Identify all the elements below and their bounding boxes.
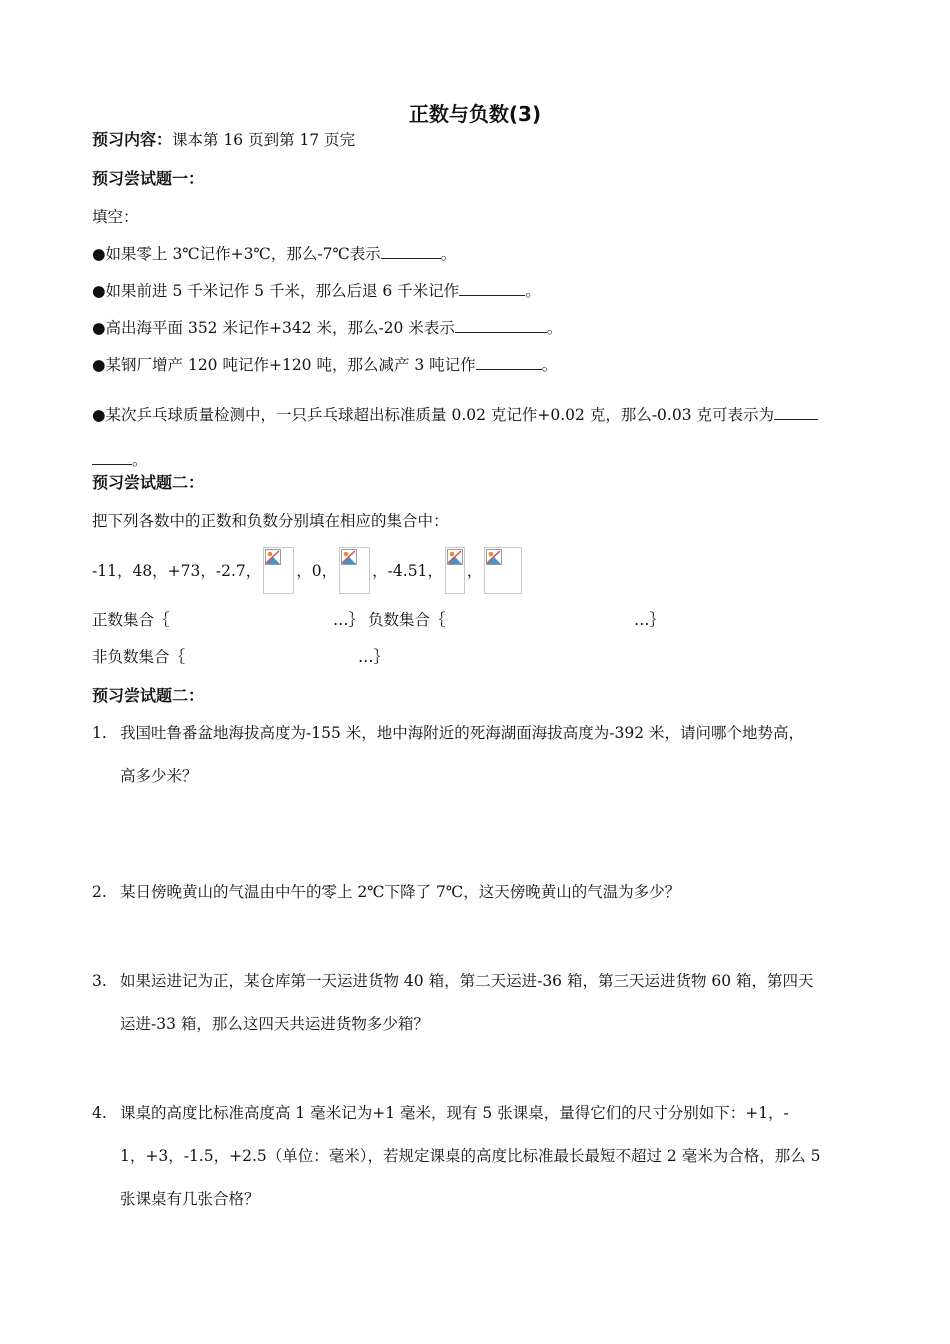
preview-line: [92, 130, 355, 150]
fill-item-tail: 。: [541, 356, 558, 374]
fill-item-text: ●如果前进 5 千米记作 5 千米，那么后退 6 千米记作: [92, 282, 460, 300]
fill-item-2: [92, 281, 541, 301]
question-1-line-2: 高多少米？: [120, 767, 198, 785]
answer-blank[interactable]: [476, 355, 542, 370]
positive-set-label: 正数集合｛: [92, 611, 170, 629]
question-1-line-1: 我国吐鲁番盆地海拔高度为-155 米，地中海附近的死海湖面海拔高度为-392 米，请问哪个地势高，: [120, 724, 805, 742]
question-4-line-3: 张课桌有几张合格？: [120, 1190, 260, 1208]
question-4-line-2: 1，+3，-1.5，+2.5（单位：毫米），若规定课桌的高度比标准最长最短不超过 2 毫米为合格，那么 5: [120, 1147, 821, 1165]
fill-item-3: [92, 318, 562, 338]
answer-blank[interactable]: [774, 405, 818, 420]
fill-item-text: ●高出海平面 352 米记作+342 米，那么-20 米表示: [92, 319, 455, 337]
question-4-line-1: 课桌的高度比标准高度高 1 毫米记为+1 毫米，现有 5 张课桌，量得它们的尺寸分别如下：+1，-: [120, 1104, 789, 1122]
question-2-line-1: 某日傍晚黄山的气温由中午的零上 2℃下降了 7℃，这天傍晚黄山的气温为多少？: [120, 883, 681, 901]
preview-text: 课本第 16 页到第 17 页完: [172, 131, 356, 149]
question-3-line-2: 运进-33 箱，那么这四天共运进货物多少箱？: [120, 1015, 429, 1033]
fill-item-tail: 。: [525, 282, 541, 300]
fill-item-text: ●某钢厂增产 120 吨记作+120 吨，那么减产 3 吨记作: [92, 356, 476, 374]
fill-item-text: ●如果零上 3℃记作+3℃，那么-7℃表示: [92, 245, 381, 263]
numbers-part-a: -11，48，+73，-2.7，: [92, 562, 262, 580]
section1-heading: 预习尝试题一：: [92, 169, 205, 188]
section2-intro: 把下列各数中的正数和负数分别填在相应的集合中：: [92, 512, 449, 530]
question-number: 2.: [92, 883, 107, 901]
question-number: 4.: [92, 1104, 107, 1122]
section2-heading: 预习尝试题二：: [92, 473, 205, 492]
section3-heading: 预习尝试题二：: [92, 686, 205, 705]
answer-blank[interactable]: [381, 244, 441, 259]
broken-image-icon: [263, 547, 294, 594]
question-3-line-1: 如果运进记为正，某仓库第一天运进货物 40 箱，第二天运进-36 箱，第三天运进货物 60 箱，第四天: [120, 972, 814, 990]
fill-item-4: [92, 355, 557, 375]
answer-blank[interactable]: [459, 281, 525, 296]
answer-blank-continued[interactable]: [92, 450, 132, 465]
broken-image-icon: [484, 547, 522, 594]
question-number: 3.: [92, 972, 107, 990]
negative-set-end: …｝: [634, 611, 666, 629]
fill-item-tail: 。: [440, 245, 457, 263]
question-number: 1.: [92, 724, 107, 742]
numbers-part-d: ，: [466, 562, 483, 580]
fill-item-tail: 。: [546, 319, 563, 337]
fill-item-5: [92, 393, 860, 483]
page-title: 正数与负数(3): [408, 102, 542, 126]
preview-label: 预习内容：: [92, 130, 173, 149]
section1-intro: 填空：: [92, 208, 139, 226]
broken-image-icon: [445, 547, 465, 594]
numbers-part-b: ，0，: [296, 562, 338, 580]
number-list: [92, 546, 524, 594]
numbers-part-c: ，-4.51，: [372, 562, 443, 580]
negative-set-label: 负数集合｛: [368, 611, 446, 629]
positive-set-end: …｝: [333, 611, 365, 629]
fill-item-text: ●某次乒乓球质量检测中，一只乒乓球超出标准质量 0.02 克记作+0.02 克，那么-0.03 克可表示为: [92, 406, 774, 424]
nonnegative-set-end: …｝: [358, 648, 390, 666]
answer-blank[interactable]: [455, 318, 547, 333]
nonnegative-set-label: 非负数集合｛: [92, 648, 186, 666]
fill-item-tail: 。: [132, 451, 148, 469]
fill-item-1: [92, 244, 456, 264]
broken-image-icon: [339, 547, 370, 594]
